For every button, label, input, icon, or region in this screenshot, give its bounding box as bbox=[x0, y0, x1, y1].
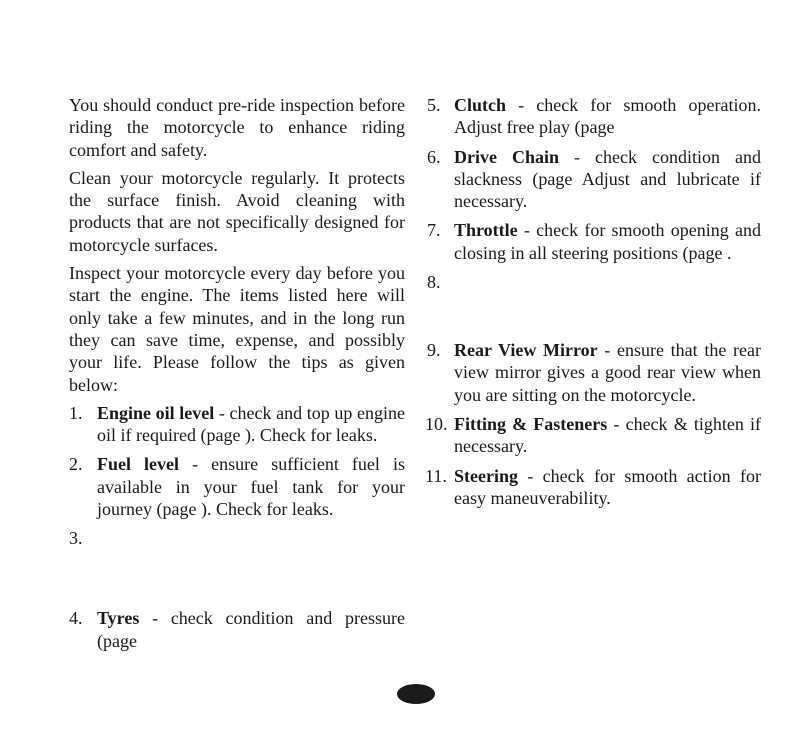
item-text: - check for smooth action for easy maneuverability. bbox=[454, 465, 761, 508]
item-number: 4. bbox=[69, 608, 83, 629]
item-text: - check and top up engine oil if required (page ). Check for leaks. bbox=[97, 402, 405, 446]
left-column bbox=[69, 94, 405, 659]
right-column bbox=[427, 94, 761, 516]
item-title: Fitting & Fasteners bbox=[454, 413, 608, 434]
intro-paragraph-1: You should conduct pre-ride inspection before riding the motorcycle to enhance riding comfort and safety. bbox=[69, 95, 405, 160]
item-number: 6. bbox=[427, 146, 441, 167]
item-title: Engine oil level bbox=[97, 402, 215, 423]
list-item bbox=[427, 271, 761, 293]
list-item bbox=[427, 146, 761, 213]
item-text: - ensure that the rear view mirror gives a good rear view when you are sitting on the motorcycle. bbox=[454, 340, 762, 405]
item-title: Fuel level bbox=[97, 454, 180, 475]
list-item bbox=[69, 453, 405, 520]
list-item bbox=[427, 94, 761, 139]
item-number: 2. bbox=[69, 454, 83, 475]
checklist-left bbox=[69, 402, 405, 652]
list-item bbox=[427, 413, 761, 458]
item-number: 8. bbox=[427, 272, 441, 293]
list-item bbox=[69, 402, 405, 447]
item-text: - ensure sufficient fuel is available in your fuel tank for your journey (page ). Check for leaks. bbox=[97, 454, 405, 520]
item-text: - check & tighten if necessary. bbox=[454, 413, 762, 457]
list-item bbox=[427, 465, 761, 510]
item-number: 10. bbox=[425, 413, 448, 434]
list-item bbox=[69, 607, 405, 652]
item-number: 1. bbox=[69, 402, 83, 423]
list-item bbox=[69, 527, 405, 549]
item-title: Rear View Mirror bbox=[454, 340, 598, 361]
item-text: - check condition and slackness (page Adjust and lubricate if necessary. bbox=[454, 146, 761, 212]
intro-paragraph-3: Inspect your motorcycle every day before you start the engine. The items listed here will only take a few minutes, and in the long run they can save time, expense, and possibly your life. Please follow the tips as given below: bbox=[69, 263, 405, 395]
item-title: Throttle bbox=[454, 220, 518, 241]
item-number: 5. bbox=[427, 95, 441, 115]
list-item bbox=[427, 219, 761, 264]
list-item bbox=[427, 339, 761, 406]
checklist-right bbox=[427, 94, 761, 509]
item-number: 7. bbox=[427, 220, 441, 241]
item-title: Tyres bbox=[97, 608, 140, 629]
item-title: Clutch bbox=[454, 95, 507, 115]
item-title: Steering bbox=[454, 465, 518, 486]
item-text: - check for smooth opening and closing in all steering positions (page . bbox=[454, 220, 761, 263]
item-text: - check for smooth operation. Adjust free play (page bbox=[454, 95, 761, 138]
item-text: - check condition and pressure (page bbox=[97, 608, 405, 651]
item-number: 11. bbox=[425, 465, 447, 486]
item-number: 3. bbox=[69, 528, 83, 549]
item-title: Drive Chain bbox=[454, 146, 560, 167]
page-number-badge bbox=[397, 684, 435, 704]
intro-paragraph-2: Clean your motorcycle regularly. It protects the surface finish. Avoid cleaning with products that are not specifically designed for motorcycle surfaces. bbox=[69, 167, 405, 255]
item-number: 9. bbox=[427, 340, 441, 361]
